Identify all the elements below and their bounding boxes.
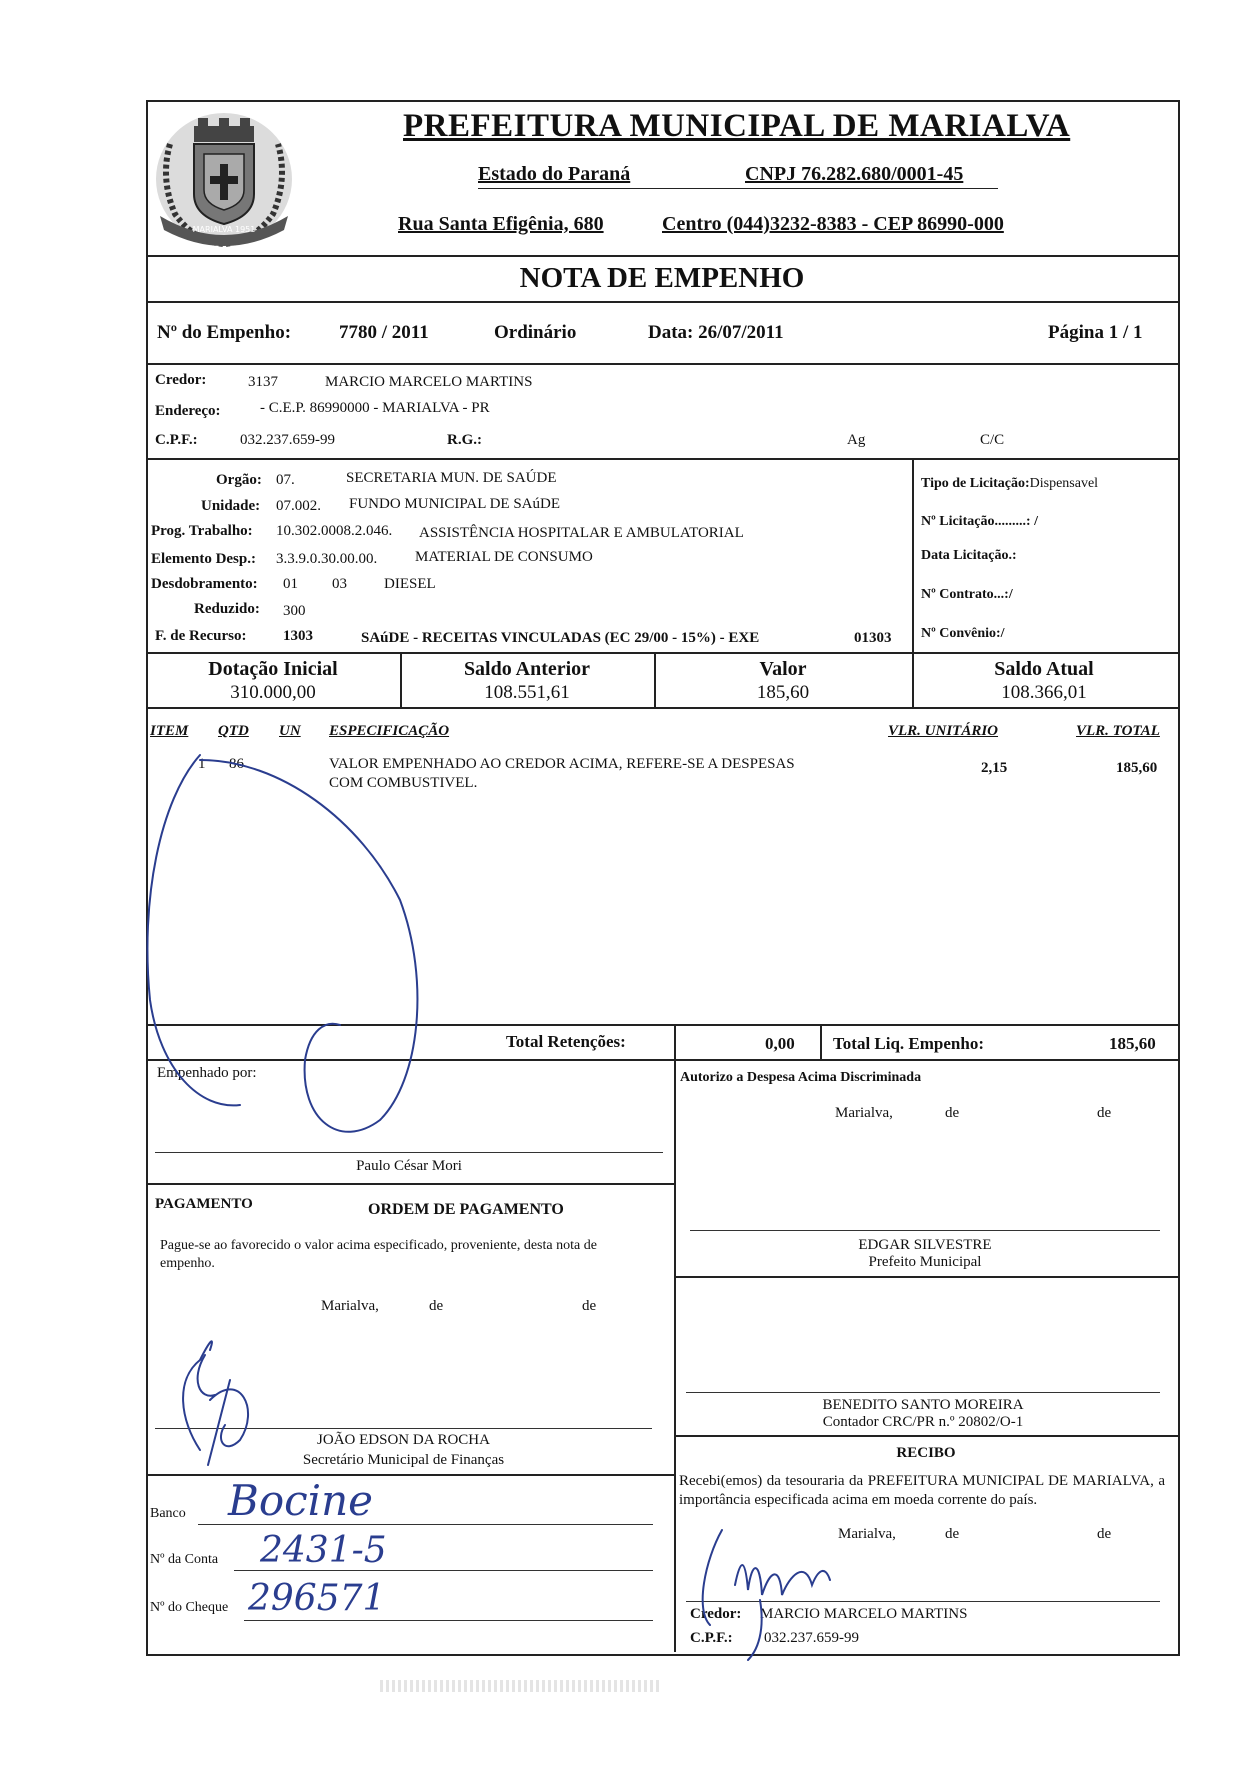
state-name: Estado do Paraná (478, 163, 631, 185)
desdobramento-label: Desdobramento: (151, 576, 258, 592)
contrato-number: Nº Contrato...:/ (921, 587, 1013, 602)
empenhado-name: Paulo César Mori (356, 1158, 462, 1174)
empenho-type: Ordinário (494, 322, 577, 343)
desdobramento-a: 01 (283, 576, 298, 592)
retencoes-value: 0,00 (765, 1034, 795, 1053)
cnpj: CNPJ 76.282.680/0001-45 (745, 163, 964, 185)
page-number: Página 1 / 1 (1048, 322, 1143, 343)
page-title: PREFEITURA MUNICIPAL DE MARIALVA (403, 108, 1071, 144)
licitacao-number: Nº Licitação.........: / (921, 514, 1038, 529)
dotacao-value: 310.000,00 (230, 682, 316, 703)
unidade-label: Unidade: (201, 498, 261, 514)
item-total-value: 185,60 (1116, 760, 1158, 776)
saldo-atual-label: Saldo Atual (994, 658, 1094, 680)
orgao-name: SECRETARIA MUN. DE SAÚDE (346, 470, 557, 486)
date-de-2: de (582, 1298, 597, 1314)
item-unit-value: 2,15 (981, 760, 1008, 776)
ag-label: Ag (847, 432, 866, 448)
doc-title: NOTA DE EMPENHO (519, 262, 805, 294)
recibo-credor-label: Credor: (690, 1606, 742, 1622)
convenio-number: Nº Convênio:/ (921, 626, 1005, 641)
autorizo-label: Autorizo a Despesa Acima Discriminada (680, 1070, 922, 1085)
col-qtd: QTD (218, 723, 249, 739)
dotacao-label: Dotação Inicial (208, 658, 338, 680)
logo-ribbon-text: MARIALVA 1951 (192, 225, 256, 234)
cc-label: C/C (980, 432, 1005, 448)
item-qtd: 86 (229, 756, 244, 772)
recurso-number: 01303 (854, 630, 892, 646)
desdobramento-name: DIESEL (384, 576, 436, 592)
recibo-cpf-label: C.P.F.: (690, 1630, 733, 1646)
item-description-line1: VALOR EMPENHADO AO CREDOR ACIMA, REFERE-SE A DESPESAS (329, 756, 795, 772)
autorizo-de-2: de (1097, 1105, 1112, 1121)
banco-label: Banco (150, 1506, 186, 1521)
credor-label: Credor: (155, 372, 207, 388)
licitacao-date: Data Licitação.: (921, 548, 1017, 563)
desdobramento-b: 03 (332, 576, 347, 592)
marialva-date-label: Marialva, (321, 1298, 379, 1314)
pagamento-label: PAGAMENTO (155, 1196, 253, 1212)
item-number: 1 (198, 756, 206, 772)
street-address: Rua Santa Efigênia, 680 (398, 213, 604, 235)
conta-handwritten: 2431-5 (260, 1530, 387, 1571)
elemento-name: MATERIAL DE CONSUMO (415, 549, 593, 565)
col-item: ITEM (150, 723, 189, 739)
recibo-de-1: de (945, 1526, 960, 1542)
recurso-label: F. de Recurso: (155, 628, 247, 644)
rg-label: R.G.: (447, 432, 482, 448)
orgao-code: 07. (276, 472, 295, 488)
saldo-anterior-value: 108.551,61 (484, 682, 570, 703)
prefeito-role: Prefeito Municipal (868, 1254, 982, 1270)
autorizo-de-1: de (945, 1105, 960, 1121)
empenhado-label: Empenhado por: (157, 1065, 257, 1081)
cpf-value: 032.237.659-99 (240, 432, 335, 448)
reduzido-value: 300 (283, 603, 306, 619)
cheque-handwritten: 296571 (248, 1578, 386, 1619)
item-cancel-loop (147, 755, 417, 1132)
cpf-label: C.P.F.: (155, 432, 198, 448)
contact-info: Centro (044)3232-8383 - CEP 86990-000 (662, 213, 1004, 235)
col-vlr-unitario: VLR. UNITÁRIO (888, 723, 999, 739)
tipo-licitacao-key: Tipo de Licitação: (921, 476, 1030, 491)
autorizo-marialva: Marialva, (835, 1105, 893, 1121)
prefeito-name: EDGAR SILVESTRE (858, 1237, 992, 1253)
pague-text: Pague-se ao favorecido o valor acima especificado, proveniente, desta nota de empenho. (160, 1238, 597, 1271)
prog-label: Prog. Trabalho: (151, 523, 253, 539)
recibo-de-2: de (1097, 1526, 1112, 1542)
endereco-label: Endereço: (155, 403, 221, 419)
empenho-date: Data: 26/07/2011 (648, 322, 784, 343)
total-liq-value: 185,60 (1109, 1034, 1156, 1053)
elemento-code: 3.3.9.0.30.00.00. (276, 551, 378, 567)
recurso-name: SAúDE - RECEITAS VINCULADAS (EC 29/00 - 15%) - EXE (361, 630, 760, 646)
col-especificacao: ESPECIFICAÇÃO (329, 723, 450, 739)
orgao-label: Orgão: (216, 472, 262, 488)
unidade-name: FUNDO MUNICIPAL DE SAúDE (349, 496, 560, 512)
cheque-label: Nº do Cheque (150, 1600, 229, 1615)
tipo-licitacao-value: Dispensavel (1029, 476, 1099, 491)
credor-name: MARCIO MARCELO MARTINS (325, 374, 533, 390)
col-vlr-total: VLR. TOTAL (1076, 723, 1160, 739)
financas-signature (183, 1341, 248, 1465)
credor-signature (703, 1530, 830, 1660)
empenho-label: Nº do Empenho: (157, 322, 292, 343)
endereco-value: - C.E.P. 86990000 - MARIALVA - PR (260, 400, 490, 416)
valor-value: 185,60 (756, 682, 810, 703)
date-de-1: de (429, 1298, 444, 1314)
contador-name: BENEDITO SANTO MOREIRA (822, 1397, 1024, 1413)
financas-name: JOÃO EDSON DA ROCHA (317, 1432, 490, 1448)
prog-code: 10.302.0008.2.046. (276, 523, 393, 539)
ordem-pagamento-label: ORDEM DE PAGAMENTO (368, 1201, 564, 1218)
prog-name: ASSISTÊNCIA HOSPITALAR E AMBULATORIAL (419, 525, 744, 541)
valor-label: Valor (759, 658, 807, 680)
recibo-cpf-value: 032.237.659-99 (764, 1630, 859, 1646)
empenho-number: 7780 / 2011 (339, 322, 429, 343)
elemento-label: Elemento Desp.: (151, 551, 256, 567)
recibo-text: Recebi(emos) da tesouraria da PREFEITURA MUNICIPAL DE MARIALVA, a importância especificada acima em moeda corrente do país. (679, 1473, 1165, 1508)
saldo-atual-value: 108.366,01 (1001, 682, 1087, 703)
signature-strokes (147, 755, 830, 1660)
credor-code: 3137 (248, 374, 278, 390)
conta-label: Nº da Conta (150, 1552, 219, 1567)
recibo-marialva: Marialva, (838, 1526, 896, 1542)
reduzido-label: Reduzido: (194, 601, 260, 617)
scan-footer-mark (380, 1680, 660, 1692)
retencoes-label: Total Retenções: (506, 1032, 626, 1051)
item-description-line2: COM COMBUSTIVEL. (329, 775, 478, 791)
unidade-code: 07.002. (276, 498, 321, 514)
banco-handwritten: Bocine (228, 1476, 374, 1525)
saldo-anterior-label: Saldo Anterior (463, 658, 591, 680)
col-un: UN (279, 723, 301, 739)
total-liq-label: Total Liq. Empenho: (833, 1034, 984, 1053)
recibo-credor-name: MARCIO MARCELO MARTINS (760, 1606, 968, 1622)
contador-role: Contador CRC/PR n.º 20802/O-1 (822, 1414, 1024, 1430)
recurso-code: 1303 (283, 628, 313, 644)
financas-role: Secretário Municipal de Finanças (302, 1452, 505, 1468)
recibo-label: RECIBO (896, 1445, 956, 1461)
